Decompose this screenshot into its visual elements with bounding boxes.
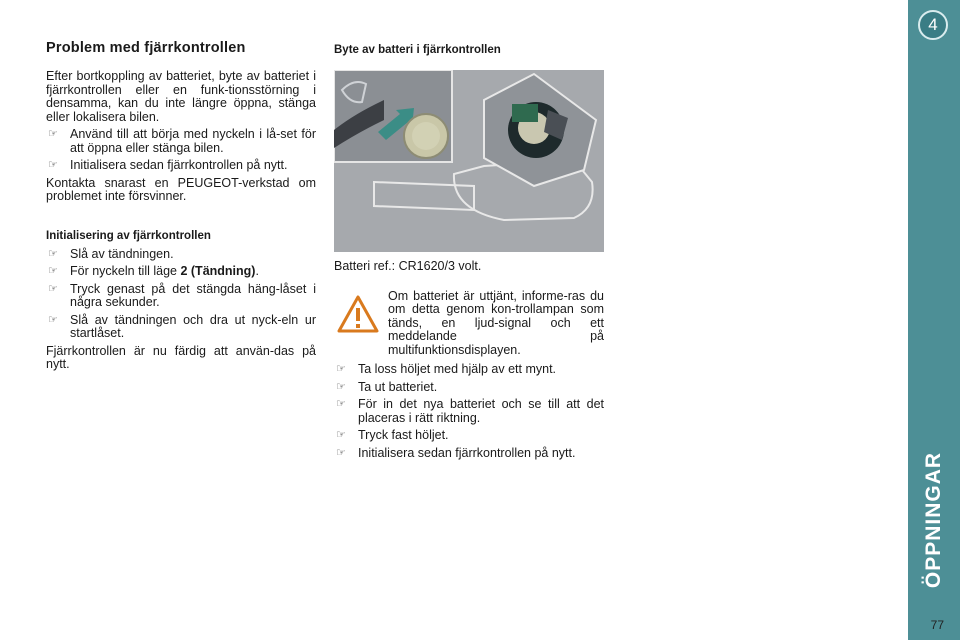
intro-paragraph: Efter bortkoppling av batteriet, byte av batteriet i fjärrkontrollen eller en funk-tionsstörning i densamma, kan du inte längre öppna, stänga eller lokalisera bilen. [46, 69, 316, 124]
warning-box [334, 290, 604, 358]
pointing-hand-icon: ☞ [48, 247, 58, 260]
pointing-hand-icon: ☞ [48, 159, 58, 171]
pointing-hand-icon: ☞ [336, 429, 346, 441]
left-column [46, 40, 316, 376]
pointing-hand-icon: ☞ [336, 380, 346, 393]
pointing-hand-icon: ☞ [336, 363, 346, 375]
pointing-hand-icon: ☞ [48, 128, 58, 140]
list-item: ☞ För in det nya batteriet och se till att det placeras i rätt riktning. [336, 397, 604, 425]
remote-battery-illustration [334, 70, 604, 252]
list-item: ☞ Tryck fast höljet. [336, 428, 449, 442]
battery-reference: Batteri ref.: CR1620/3 volt. [334, 259, 482, 273]
init-title: Initialisering av fjärrkontrollen [46, 229, 211, 242]
contact-paragraph: Kontakta snarast en PEUGEOT-verkstad om problemet inte försvinner. [46, 175, 316, 203]
pointing-hand-icon: ☞ [48, 265, 58, 277]
pointing-hand-icon: ☞ [48, 282, 58, 295]
list-item: ☞ Initialisera sedan fjärrkontrollen på nytt. [48, 158, 288, 172]
list-item: ☞ Tryck genast på det stängda häng-låset i några sekunder. [48, 281, 316, 309]
warning-triangle-icon [336, 290, 382, 358]
warning-text: Om batteriet är uttjänt, informe-ras du om detta genom kon-trollampan som tänds, en ljud-signal och ett meddelande på multifunktionsdisplayen. [388, 288, 604, 357]
pointing-hand-icon: ☞ [336, 446, 346, 459]
middle-column [334, 40, 604, 464]
pointing-hand-icon: ☞ [48, 313, 58, 326]
list-item: ☞ Slå av tändningen. [48, 246, 174, 261]
battery-section-title: Byte av batteri i fjärrkontrollen [334, 44, 501, 56]
init-steps-list [46, 248, 316, 341]
chapter-sidebar [908, 0, 960, 640]
list-item: ☞ Ta ut batteriet. [336, 379, 438, 394]
section-tab [914, 440, 954, 600]
outro-paragraph: Fjärrkontrollen är nu färdig att använ-das på nytt. [46, 343, 316, 371]
page-number: 77 [930, 618, 944, 632]
pointing-hand-icon: ☞ [336, 398, 346, 410]
list-item: ☞ För nyckeln till läge 2 (Tändning). [48, 264, 259, 278]
list-item: ☞ Initialisera sedan fjärrkontrollen på nytt. [336, 445, 576, 460]
battery-steps-list [334, 363, 604, 460]
section-name: ÖPPNINGAR [922, 451, 945, 589]
section-title: Problem med fjärrkontrollen [46, 40, 246, 56]
remote-steps-list [46, 128, 316, 173]
list-item: ☞ Slå av tändningen och dra ut nyck-eln ur startlåset. [48, 312, 316, 340]
list-item: ☞ Ta loss höljet med hjälp av ett mynt. [336, 362, 557, 376]
chapter-number: 4 [918, 10, 948, 40]
list-item: ☞ Använd till att börja med nyckeln i lå-set för att öppna eller stänga bilen. [48, 127, 316, 155]
